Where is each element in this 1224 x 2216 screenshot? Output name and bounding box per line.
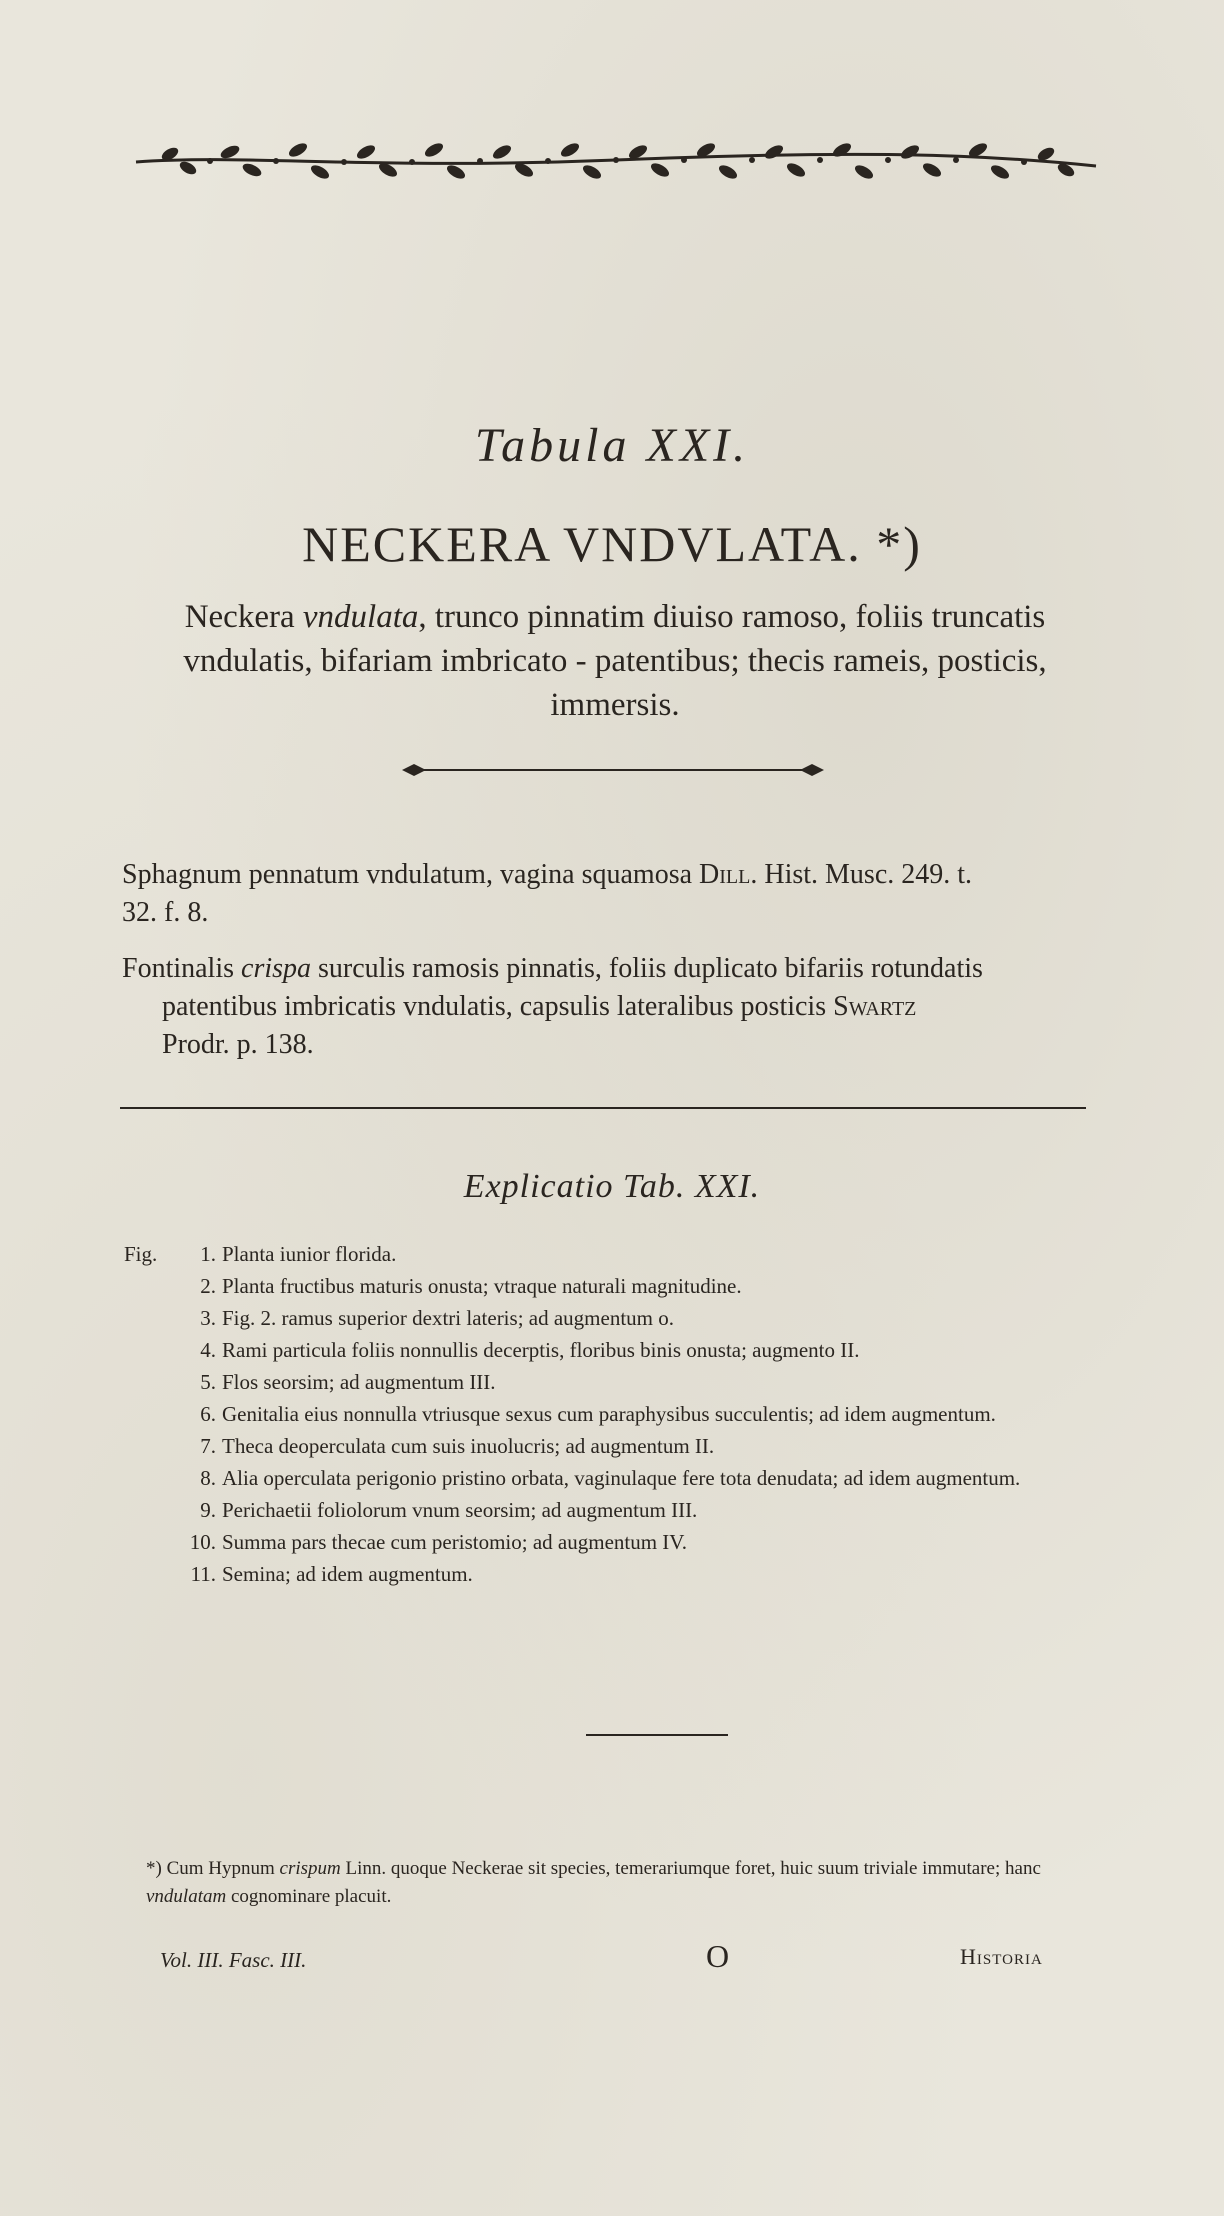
diagnosis-genus: Neckera	[184, 599, 303, 635]
figure-number: 7.	[200, 1434, 216, 1458]
figure-item	[124, 1528, 1084, 1557]
figure-number: 8.	[200, 1466, 216, 1490]
synonym-text: surculis ramosis pinnatis, foliis duplicato bifariis rotundatis	[311, 953, 983, 984]
footnote-text: Linn. quoque Neckerae sit species, temerariumque foret, huic suum triviale immutare; hanc	[340, 1858, 1041, 1879]
species-heading: NECKERA VNDVLATA. *)	[302, 516, 922, 572]
synonym-sphagnum	[122, 856, 1094, 932]
leaf-vine-ornament	[130, 128, 1102, 188]
footnote-epithet: vndulatam	[146, 1886, 227, 1907]
figure-text: Perichaetii foliolorum vnum seorsim; ad augmentum III.	[222, 1498, 698, 1522]
diagnosis-epithet: vndulata	[302, 599, 419, 635]
sheet-mark: O	[706, 1938, 730, 1974]
figure-item	[124, 1336, 1084, 1365]
figure-item	[124, 1240, 1084, 1269]
footnote-text: cognominare placuit.	[226, 1886, 392, 1907]
synonym-reference: Prodr. p. 138.	[162, 1029, 314, 1060]
figure-text: Alia operculata perigonio pristino orbata, vaginulaque fere tota denudata; ad idem augmentum.	[222, 1466, 1021, 1490]
figure-item	[124, 1368, 1084, 1397]
synonym-reference-cont: 32. f. 8.	[122, 897, 209, 928]
figure-number: 1.	[200, 1242, 216, 1266]
figure-text: Planta iunior florida.	[222, 1242, 397, 1266]
footnote	[146, 1855, 1086, 1911]
figure-item	[124, 1560, 1084, 1589]
figure-number: 4.	[200, 1338, 216, 1362]
footnote-text: Cum Hypnum	[161, 1858, 280, 1879]
figure-item	[124, 1432, 1084, 1461]
footnote-epithet: crispum	[279, 1858, 341, 1879]
figure-item	[124, 1400, 1084, 1429]
synonym-fontinalis	[122, 950, 1094, 1064]
figure-list	[124, 1240, 1084, 1592]
footnote-rule	[586, 1734, 728, 1736]
section-rule	[120, 1107, 1086, 1109]
figure-text: Flos seorsim; ad augmentum III.	[222, 1370, 496, 1394]
synonym-text-cont: patentibus imbricatis vndulatis, capsulis lateralibus posticis	[162, 991, 834, 1022]
catchword: Historia	[960, 1944, 1043, 1969]
figure-text: Semina; ad idem augmentum.	[222, 1562, 473, 1586]
footnote-mark: *)	[146, 1858, 162, 1879]
diagnosis-text: , trunco pinnatim diuiso ramoso, foliis truncatis vndulatis, bifariam imbricato - patentibus; thecis rameis, posticis, immersis.	[183, 599, 1047, 723]
figure-item	[124, 1304, 1084, 1333]
figure-item	[124, 1272, 1084, 1301]
species-diagnosis	[120, 595, 1110, 727]
figure-number: 3.	[200, 1306, 216, 1330]
plate-title: Tabula XXI.	[474, 419, 750, 472]
figure-number: 5.	[200, 1370, 216, 1394]
figure-text: Theca deoperculata cum suis inuolucris; ad augmentum II.	[222, 1434, 715, 1458]
synonym-genus: Fontinalis	[122, 953, 242, 984]
explicatio-title: Explicatio Tab. XXI.	[463, 1168, 761, 1205]
figure-text: Rami particula foliis nonnullis decerptis, floribus binis onusta; augmento II.	[222, 1338, 860, 1362]
figure-number: 6.	[200, 1402, 216, 1426]
figure-number: 11.	[190, 1562, 216, 1586]
fig-prefix: Fig.	[124, 1242, 158, 1266]
figure-text: Genitalia eius nonnulla vtriusque sexus cum paraphysibus succulentis; ad idem augmentum.	[222, 1402, 996, 1426]
figure-number: 9.	[200, 1498, 216, 1522]
synonym-epithet: crispa	[241, 953, 312, 984]
synonym-author: Dill.	[699, 859, 758, 890]
figure-text: Planta fructibus maturis onusta; vtraque naturali magnitudine.	[222, 1274, 742, 1298]
figure-number: 2.	[200, 1274, 216, 1298]
synonym-reference: Hist. Musc. 249. t.	[757, 859, 973, 890]
volume-signature: Vol. III. Fasc. III.	[160, 1948, 307, 1972]
synonym-text: Sphagnum pennatum vndulatum, vagina squamosa	[122, 859, 700, 890]
figure-number: 10.	[189, 1530, 216, 1554]
dotted-rule-ornament	[400, 758, 826, 782]
figure-text: Fig. 2. ramus superior dextri lateris; ad augmentum o.	[222, 1306, 674, 1330]
figure-item	[124, 1464, 1084, 1493]
figure-text: Summa pars thecae cum peristomio; ad augmentum IV.	[222, 1530, 688, 1554]
figure-item	[124, 1496, 1084, 1525]
synonym-author: Swartz	[833, 991, 917, 1022]
